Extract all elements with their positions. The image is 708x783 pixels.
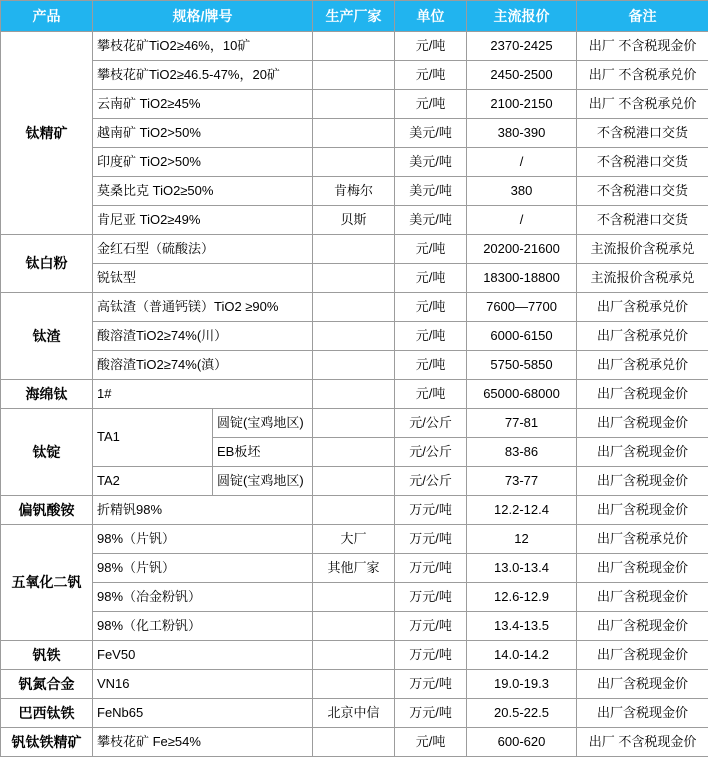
manufacturer-cell (313, 728, 395, 757)
manufacturer-cell (313, 438, 395, 467)
unit-cell: 元/吨 (395, 293, 467, 322)
header-unit: 单位 (395, 1, 467, 32)
unit-cell: 万元/吨 (395, 496, 467, 525)
unit-cell: 万元/吨 (395, 612, 467, 641)
price-cell: 600-620 (467, 728, 577, 757)
price-cell: / (467, 206, 577, 235)
spec-cell: VN16 (93, 670, 313, 699)
table-row (1, 670, 708, 699)
remark-cell: 出厂含税现金价 (577, 670, 708, 699)
remark-cell: 出厂含税现金价 (577, 380, 708, 409)
spec-cell: 98%（片钒） (93, 554, 313, 583)
spec-cell: 酸溶渣TiO2≥74%(川） (93, 322, 313, 351)
price-cell: 380-390 (467, 119, 577, 148)
price-cell: 20.5-22.5 (467, 699, 577, 728)
table-row (1, 351, 708, 380)
price-cell: 18300-18800 (467, 264, 577, 293)
remark-cell: 出厂含税承兑价 (577, 525, 708, 554)
table-row (1, 61, 708, 90)
price-cell: / (467, 148, 577, 177)
price-cell: 19.0-19.3 (467, 670, 577, 699)
remark-cell: 出厂 不含税承兑价 (577, 61, 708, 90)
product-category-cell: 海绵钛 (1, 380, 93, 409)
table-row (1, 235, 708, 264)
remark-cell: 出厂含税现金价 (577, 438, 708, 467)
unit-cell: 万元/吨 (395, 583, 467, 612)
price-cell: 6000-6150 (467, 322, 577, 351)
spec-cell: FeV50 (93, 641, 313, 670)
unit-cell: 元/吨 (395, 61, 467, 90)
manufacturer-cell (313, 496, 395, 525)
spec-cell: 98%（冶金粉钒） (93, 583, 313, 612)
manufacturer-cell (313, 322, 395, 351)
product-category-cell: 钛锭 (1, 409, 93, 496)
manufacturer-cell (313, 148, 395, 177)
table-row (1, 90, 708, 119)
product-category-cell: 巴西钛铁 (1, 699, 93, 728)
table-row (1, 322, 708, 351)
price-cell: 20200-21600 (467, 235, 577, 264)
unit-cell: 元/吨 (395, 235, 467, 264)
spec-sub-cell: EB板坯 (213, 438, 313, 467)
unit-cell: 万元/吨 (395, 641, 467, 670)
remark-cell: 出厂含税现金价 (577, 641, 708, 670)
product-category-cell: 钒钛铁精矿 (1, 728, 93, 757)
table-row (1, 148, 708, 177)
price-cell: 14.0-14.2 (467, 641, 577, 670)
remark-cell: 出厂含税承兑价 (577, 322, 708, 351)
unit-cell: 元/吨 (395, 322, 467, 351)
price-cell: 13.4-13.5 (467, 612, 577, 641)
unit-cell: 万元/吨 (395, 699, 467, 728)
price-cell: 12 (467, 525, 577, 554)
remark-cell: 主流报价含税承兑 (577, 264, 708, 293)
unit-cell: 美元/吨 (395, 119, 467, 148)
table-row (1, 728, 708, 757)
unit-cell: 美元/吨 (395, 148, 467, 177)
product-category-cell: 钒氮合金 (1, 670, 93, 699)
manufacturer-cell (313, 293, 395, 322)
remark-cell: 出厂含税现金价 (577, 467, 708, 496)
price-cell: 65000-68000 (467, 380, 577, 409)
unit-cell: 万元/吨 (395, 525, 467, 554)
remark-cell: 出厂 不含税现金价 (577, 728, 708, 757)
table-row (1, 380, 708, 409)
unit-cell: 元/吨 (395, 90, 467, 119)
spec-cell: 98%（片钒） (93, 525, 313, 554)
remark-cell: 不含税港口交货 (577, 206, 708, 235)
table-row (1, 119, 708, 148)
table-row (1, 264, 708, 293)
unit-cell: 元/吨 (395, 264, 467, 293)
remark-cell: 出厂含税现金价 (577, 496, 708, 525)
header-manufacturer: 生产厂家 (313, 1, 395, 32)
product-category-cell: 偏钒酸铵 (1, 496, 93, 525)
manufacturer-cell (313, 641, 395, 670)
spec-cell: 酸溶渣TiO2≥74%(滇） (93, 351, 313, 380)
manufacturer-cell (313, 351, 395, 380)
spec-cell: 越南矿 TiO2>50% (93, 119, 313, 148)
table-row (1, 612, 708, 641)
product-category-cell: 钛渣 (1, 293, 93, 380)
unit-cell: 美元/吨 (395, 206, 467, 235)
spec-cell: 攀枝花矿TiO2≥46%，10矿 (93, 32, 313, 61)
spec-cell: 98%（化工粉钒） (93, 612, 313, 641)
spec-sub-cell: 圆锭(宝鸡地区) (213, 409, 313, 438)
table-header-row (1, 1, 708, 32)
remark-cell: 不含税港口交货 (577, 177, 708, 206)
spec-cell: 1# (93, 380, 313, 409)
price-cell: 2370-2425 (467, 32, 577, 61)
header-price: 主流报价 (467, 1, 577, 32)
remark-cell: 不含税港口交货 (577, 148, 708, 177)
product-category-cell: 钒铁 (1, 641, 93, 670)
spec-cell: 攀枝花矿 Fe≥54% (93, 728, 313, 757)
price-cell: 13.0-13.4 (467, 554, 577, 583)
product-category-cell: 钛精矿 (1, 32, 93, 235)
remark-cell: 出厂 不含税承兑价 (577, 90, 708, 119)
manufacturer-cell: 其他厂家 (313, 554, 395, 583)
manufacturer-cell (313, 235, 395, 264)
manufacturer-cell: 大厂 (313, 525, 395, 554)
price-cell: 12.2-12.4 (467, 496, 577, 525)
spec-cell: 锐钛型 (93, 264, 313, 293)
price-cell: 83-86 (467, 438, 577, 467)
table-row (1, 409, 708, 438)
spec-cell: 高钛渣（普通钙镁）TiO2 ≥90% (93, 293, 313, 322)
unit-cell: 元/吨 (395, 728, 467, 757)
remark-cell: 出厂含税承兑价 (577, 293, 708, 322)
header-remark: 备注 (577, 1, 708, 32)
product-category-cell: 钛白粉 (1, 235, 93, 293)
table-row (1, 496, 708, 525)
table-row (1, 206, 708, 235)
manufacturer-cell (313, 119, 395, 148)
price-cell: 73-77 (467, 467, 577, 496)
spec-cell: TA1 (93, 409, 213, 467)
table-row (1, 641, 708, 670)
spec-cell: 金红石型（硫酸法） (93, 235, 313, 264)
unit-cell: 元/公斤 (395, 438, 467, 467)
manufacturer-cell (313, 670, 395, 699)
table-row (1, 32, 708, 61)
manufacturer-cell (313, 467, 395, 496)
price-cell: 2450-2500 (467, 61, 577, 90)
remark-cell: 出厂含税现金价 (577, 612, 708, 641)
price-cell: 5750-5850 (467, 351, 577, 380)
spec-cell: 印度矿 TiO2>50% (93, 148, 313, 177)
remark-cell: 出厂含税现金价 (577, 409, 708, 438)
header-spec: 规格/牌号 (93, 1, 313, 32)
remark-cell: 主流报价含税承兑 (577, 235, 708, 264)
table-row (1, 525, 708, 554)
spec-cell: 攀枝花矿TiO2≥46.5-47%，20矿 (93, 61, 313, 90)
spec-cell: 云南矿 TiO2≥45% (93, 90, 313, 119)
remark-cell: 出厂含税现金价 (577, 554, 708, 583)
table-row (1, 699, 708, 728)
manufacturer-cell (313, 612, 395, 641)
unit-cell: 美元/吨 (395, 177, 467, 206)
spec-cell: 肯尼亚 TiO2≥49% (93, 206, 313, 235)
remark-cell: 不含税港口交货 (577, 119, 708, 148)
unit-cell: 元/吨 (395, 32, 467, 61)
table-row (1, 554, 708, 583)
manufacturer-cell (313, 264, 395, 293)
table-row (1, 583, 708, 612)
remark-cell: 出厂 不含税现金价 (577, 32, 708, 61)
manufacturer-cell: 贝斯 (313, 206, 395, 235)
price-cell: 380 (467, 177, 577, 206)
table-row (1, 293, 708, 322)
remark-cell: 出厂含税现金价 (577, 583, 708, 612)
manufacturer-cell (313, 90, 395, 119)
spec-sub-cell: 圆锭(宝鸡地区) (213, 467, 313, 496)
header-product: 产品 (1, 1, 93, 32)
spec-cell: TA2 (93, 467, 213, 496)
table-row (1, 177, 708, 206)
manufacturer-cell (313, 61, 395, 90)
spec-cell: 莫桑比克 TiO2≥50% (93, 177, 313, 206)
unit-cell: 元/公斤 (395, 467, 467, 496)
product-category-cell: 五氧化二钒 (1, 525, 93, 641)
price-cell: 2100-2150 (467, 90, 577, 119)
unit-cell: 元/吨 (395, 380, 467, 409)
table-header (1, 1, 708, 32)
spec-cell: 折精钒98% (93, 496, 313, 525)
table-row (1, 467, 708, 496)
remark-cell: 出厂含税现金价 (577, 699, 708, 728)
price-cell: 7600—7700 (467, 293, 577, 322)
unit-cell: 万元/吨 (395, 670, 467, 699)
remark-cell: 出厂含税承兑价 (577, 351, 708, 380)
manufacturer-cell: 北京中信 (313, 699, 395, 728)
unit-cell: 元/吨 (395, 351, 467, 380)
manufacturer-cell: 肯梅尔 (313, 177, 395, 206)
price-cell: 12.6-12.9 (467, 583, 577, 612)
manufacturer-cell (313, 380, 395, 409)
table-body (1, 32, 708, 757)
manufacturer-cell (313, 32, 395, 61)
manufacturer-cell (313, 583, 395, 612)
unit-cell: 万元/吨 (395, 554, 467, 583)
price-cell: 77-81 (467, 409, 577, 438)
spec-cell: FeNb65 (93, 699, 313, 728)
unit-cell: 元/公斤 (395, 409, 467, 438)
manufacturer-cell (313, 409, 395, 438)
